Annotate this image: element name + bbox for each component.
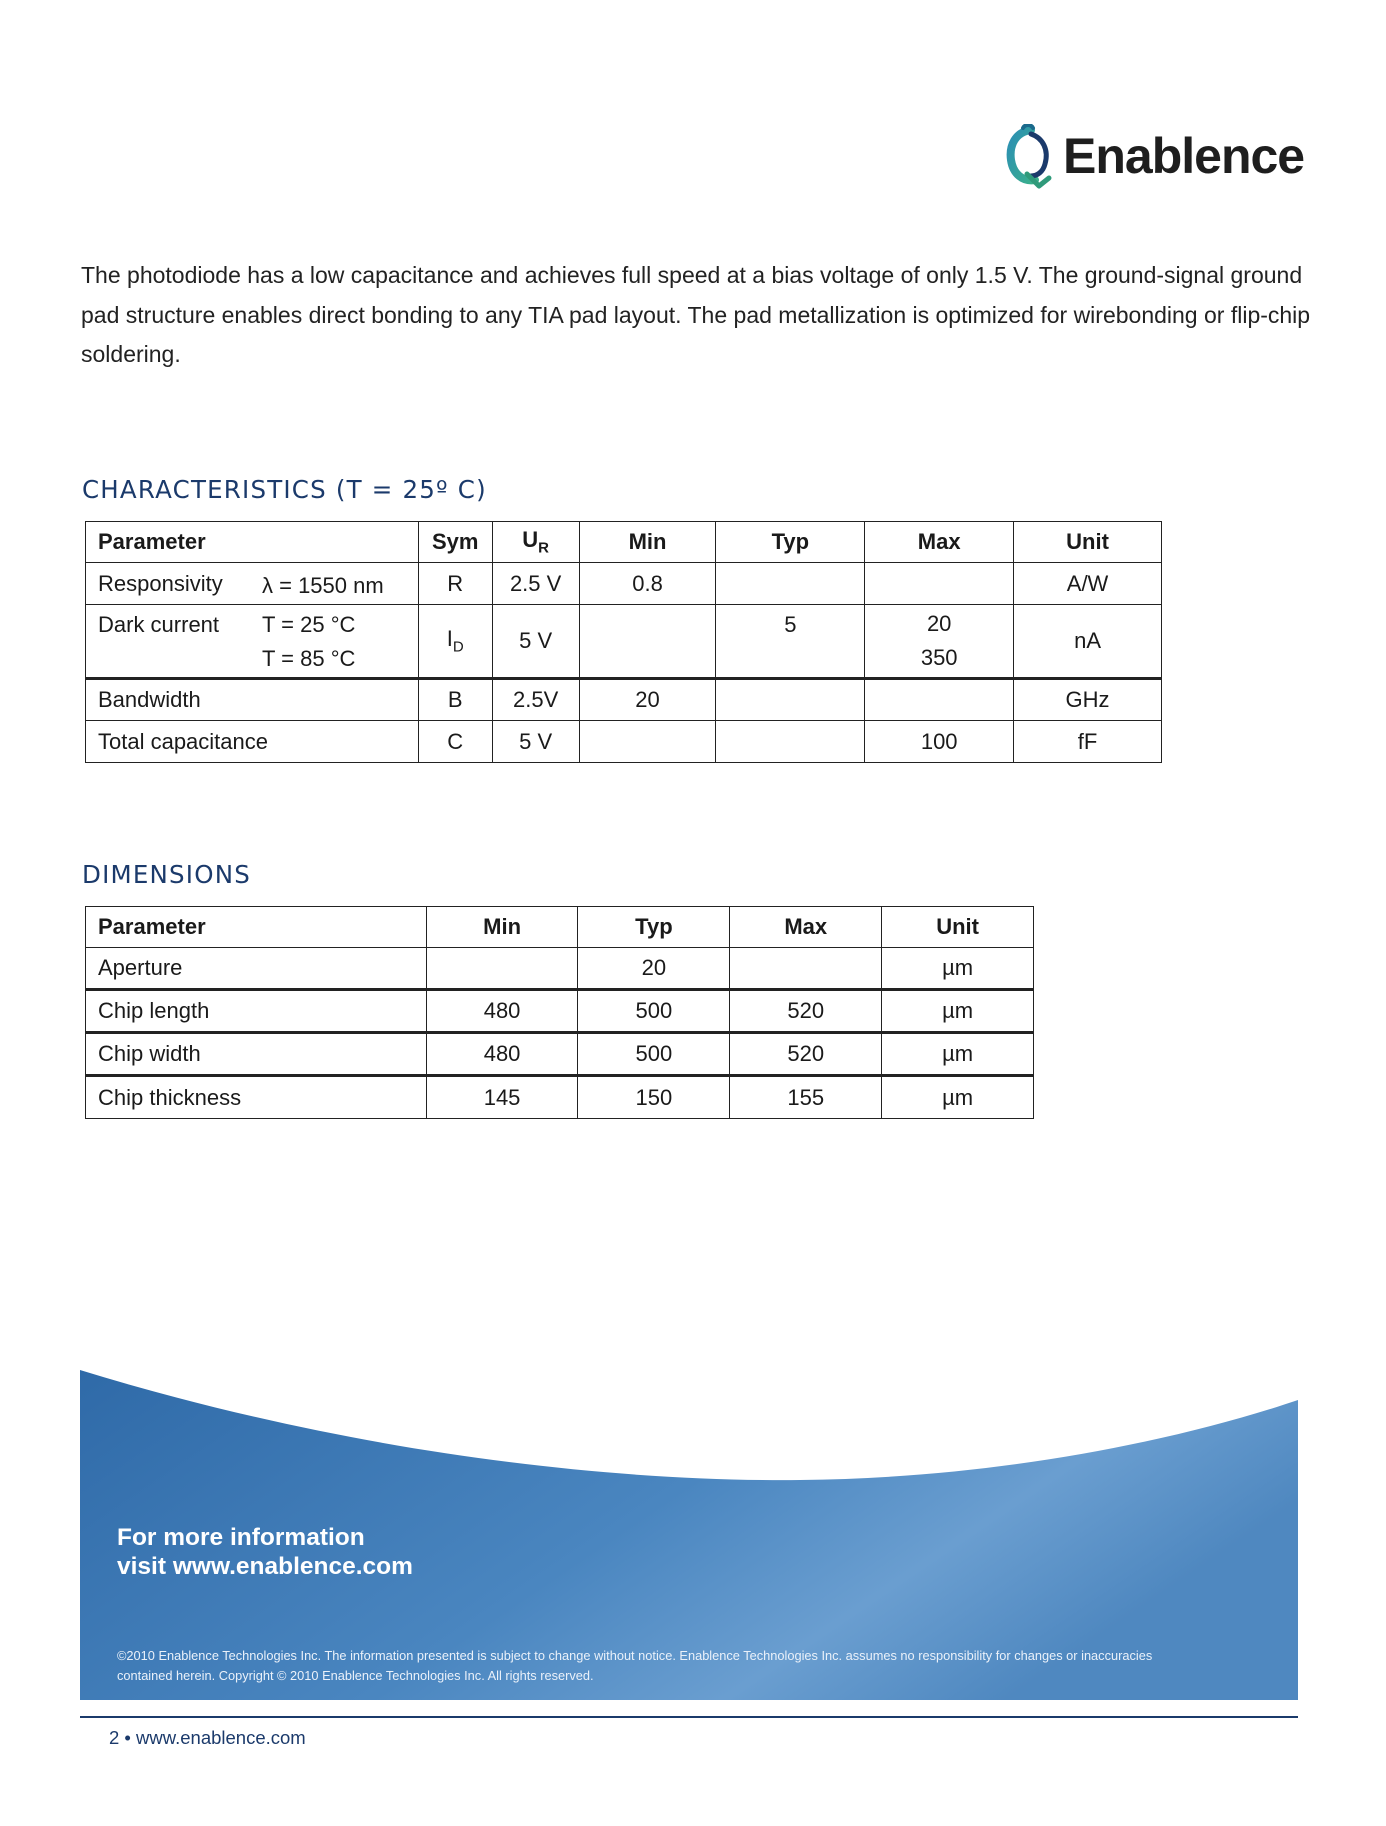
footer-info [117,1523,413,1581]
dark-current-condition-1: T = 25 °C [262,612,356,637]
table-row [86,721,1162,763]
footer-info-line1: For more information [117,1524,365,1551]
table-header-row [86,522,1162,563]
characteristics-title: CHARACTERISTICS (T = 25º C) [82,475,487,504]
cell-unit: nA [1014,605,1162,679]
footer-info-link[interactable]: visit www.enablence.com [117,1553,413,1580]
cell-typ [716,563,865,605]
responsivity-condition: λ = 1550 nm [262,573,384,598]
table-header-row [86,907,1034,948]
company-logo [1005,120,1305,196]
header-unit: Unit [1014,522,1162,563]
cell-min [579,605,716,679]
cell-typ: 5 [716,605,865,679]
cell-min: 0.8 [579,563,716,605]
footer-divider [80,1716,1298,1718]
row-chip-thickness-label: Chip thickness [86,1076,427,1119]
table-row [86,1076,1034,1119]
header-ur: $U_R$ [492,522,579,563]
row-chip-length-label: Chip length [86,990,427,1033]
cell-unit: A/W [1014,563,1162,605]
cell-unit: µm [882,1033,1034,1076]
cell-max: 520 [730,1033,882,1076]
cell-sym: B [418,679,492,721]
cell-typ: 500 [578,1033,730,1076]
cell-min: 20 [579,679,716,721]
row-chip-width-label: Chip width [86,1033,427,1076]
enablence-logo-icon [1005,124,1057,190]
header-typ: Typ [716,522,865,563]
cell-max [730,948,882,990]
cell-max [865,563,1014,605]
cell-unit: µm [882,990,1034,1033]
cell-sym: R [418,563,492,605]
cell-min [426,948,578,990]
cell-min: 145 [426,1076,578,1119]
table-row [86,1033,1034,1076]
characteristics-table [85,521,1162,763]
header-max: Max [865,522,1014,563]
cell-max: 155 [730,1076,882,1119]
cell-unit: fF [1014,721,1162,763]
footer-legal: ©2010 Enablence Technologies Inc. The information presented is subject to change without notice. Enablence Technologies Inc. assumes no responsibility for changes or inaccuracies contained herein. Copyright © 2010 Enablence Technologies Inc. All rights reserved. [117,1648,1153,1683]
cell-ur: 2.5V [492,679,579,721]
cell-max: 20 350 [865,605,1014,679]
cell-max [865,679,1014,721]
cell-unit: µm [882,1076,1034,1119]
cell-typ: 150 [578,1076,730,1119]
cell-min: 480 [426,990,578,1033]
table-row [86,605,1162,679]
cell-typ: 500 [578,990,730,1033]
table-row [86,563,1162,605]
logo-wordmark: Enablence [1063,128,1305,184]
header-parameter: Parameter [86,907,427,948]
header-min: Min [579,522,716,563]
header-min: Min [426,907,578,948]
cell-min: 480 [426,1033,578,1076]
cell-min [579,721,716,763]
row-dark-current-label: Dark current T = 25 °C T = 85 °C [86,605,419,679]
dimensions-table [85,906,1034,1119]
row-bandwidth-label: Bandwidth [86,679,419,721]
cell-ur: 2.5 V [492,563,579,605]
header-typ: Typ [578,907,730,948]
page-number-footer[interactable]: 2 • www.enablence.com [109,1727,306,1748]
header-unit: Unit [882,907,1034,948]
row-responsivity-label: Responsivity λ = 1550 nm [86,563,419,605]
cell-sym: $I_D$ [418,605,492,679]
cell-sym: C [418,721,492,763]
cell-ur: 5 V [492,721,579,763]
dimensions-title: DIMENSIONS [82,860,251,889]
cell-max: 100 [865,721,1014,763]
table-row [86,679,1162,721]
cell-max: 520 [730,990,882,1033]
cell-typ [716,679,865,721]
cell-unit: µm [882,948,1034,990]
table-row [86,948,1034,990]
header-max: Max [730,907,882,948]
cell-unit: GHz [1014,679,1162,721]
header-sym: Sym [418,522,492,563]
cell-ur: 5 V [492,605,579,679]
table-row [86,990,1034,1033]
row-aperture-label: Aperture [86,948,427,990]
intro-paragraph: The photodiode has a low capacitance and achieves full speed at a bias voltage of only 1.5 V. The ground-signal ground pad structure enables direct bonding to any TIA pad layout. The pad metallization is optimized for wirebonding or flip-chip soldering. [81,262,1311,367]
dark-current-condition-2: T = 85 °C [262,646,356,671]
row-capacitance-label: Total capacitance [86,721,419,763]
cell-typ: 20 [578,948,730,990]
cell-typ [716,721,865,763]
header-parameter: Parameter [86,522,419,563]
